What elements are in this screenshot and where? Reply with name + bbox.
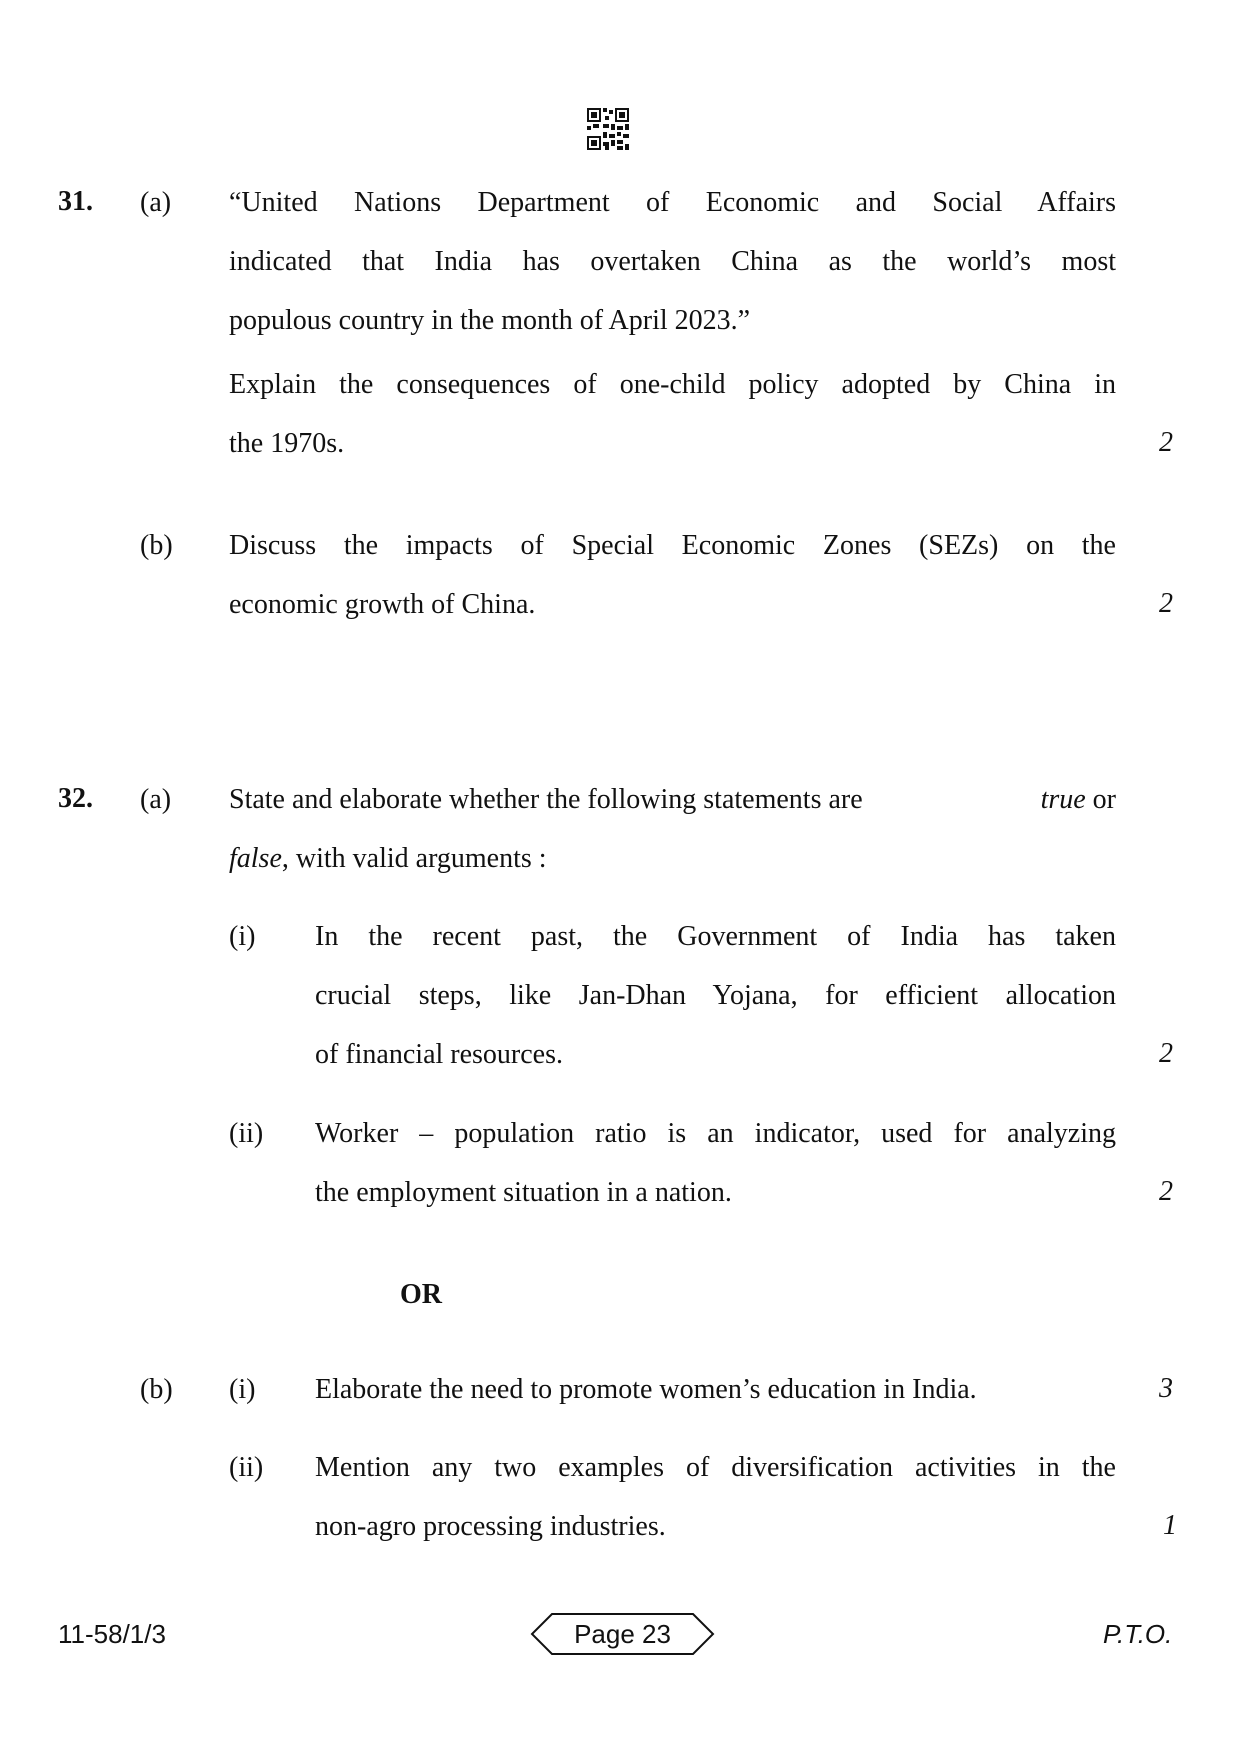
intro-text: State and elaborate whether the following statements are xyxy=(229,784,863,815)
part-label: (b) xyxy=(140,1374,173,1405)
question-text-line: Explain the consequences of one-child policy adopted by China in xyxy=(229,369,1116,400)
question-text-line: the 1970s. xyxy=(229,428,345,459)
or-divider: OR xyxy=(400,1279,442,1310)
question-number: 32. xyxy=(58,783,93,814)
part-label: (a) xyxy=(140,784,172,815)
question-text-line: Mention any two examples of diversification activities in the xyxy=(315,1452,1116,1483)
page-number: Page 23 xyxy=(574,1619,671,1649)
page-number-badge xyxy=(530,1612,715,1656)
statement-line: Worker – population ratio is an indicator, used for analyzing xyxy=(315,1118,1116,1149)
intro-or: or xyxy=(1092,784,1116,815)
question-number: 31. xyxy=(58,186,93,217)
intro-false: false xyxy=(229,843,282,874)
question-intro-line xyxy=(229,783,1116,817)
qr-code xyxy=(587,108,629,150)
intro-true: true xyxy=(1040,784,1086,815)
part-label: (a) xyxy=(140,187,172,218)
subpart-label: (i) xyxy=(229,921,256,952)
statement-line: crucial steps, like Jan-Dhan Yojana, for efficient allocation xyxy=(315,980,1116,1011)
marks: 2 xyxy=(1159,588,1173,619)
question-text-line: Discuss the impacts of Special Economic Zones (SEZs) on the xyxy=(229,530,1116,561)
question-text-line: economic growth of China. xyxy=(229,589,536,620)
marks: 2 xyxy=(1159,427,1173,458)
question-text-line: non-agro processing industries. xyxy=(315,1511,666,1542)
question-text-line: Elaborate the need to promote women’s education in India. xyxy=(315,1374,977,1405)
part-label: (b) xyxy=(140,530,173,561)
subpart-label: (ii) xyxy=(229,1452,264,1483)
marks: 1 xyxy=(1163,1510,1177,1541)
marks: 3 xyxy=(1159,1373,1173,1404)
question-intro-line xyxy=(229,842,547,876)
intro-text: , with valid arguments : xyxy=(281,843,547,874)
statement-line: the employment situation in a nation. xyxy=(315,1177,732,1208)
subpart-label: (ii) xyxy=(229,1118,264,1149)
statement-line: In the recent past, the Government of India has taken xyxy=(315,921,1116,952)
paper-code: 11-58/1/3 xyxy=(58,1619,166,1649)
pto-label: P.T.O. xyxy=(1103,1619,1173,1649)
question-text-line: populous country in the month of April 2023.” xyxy=(229,305,751,336)
marks: 2 xyxy=(1159,1176,1173,1207)
question-text-line: indicated that India has overtaken China as the world’s most xyxy=(229,246,1116,277)
marks: 2 xyxy=(1159,1038,1173,1069)
subpart-label: (i) xyxy=(229,1374,256,1405)
question-text-line: “United Nations Department of Economic and Social Affairs xyxy=(229,187,1116,218)
statement-line: of financial resources. xyxy=(315,1039,563,1070)
